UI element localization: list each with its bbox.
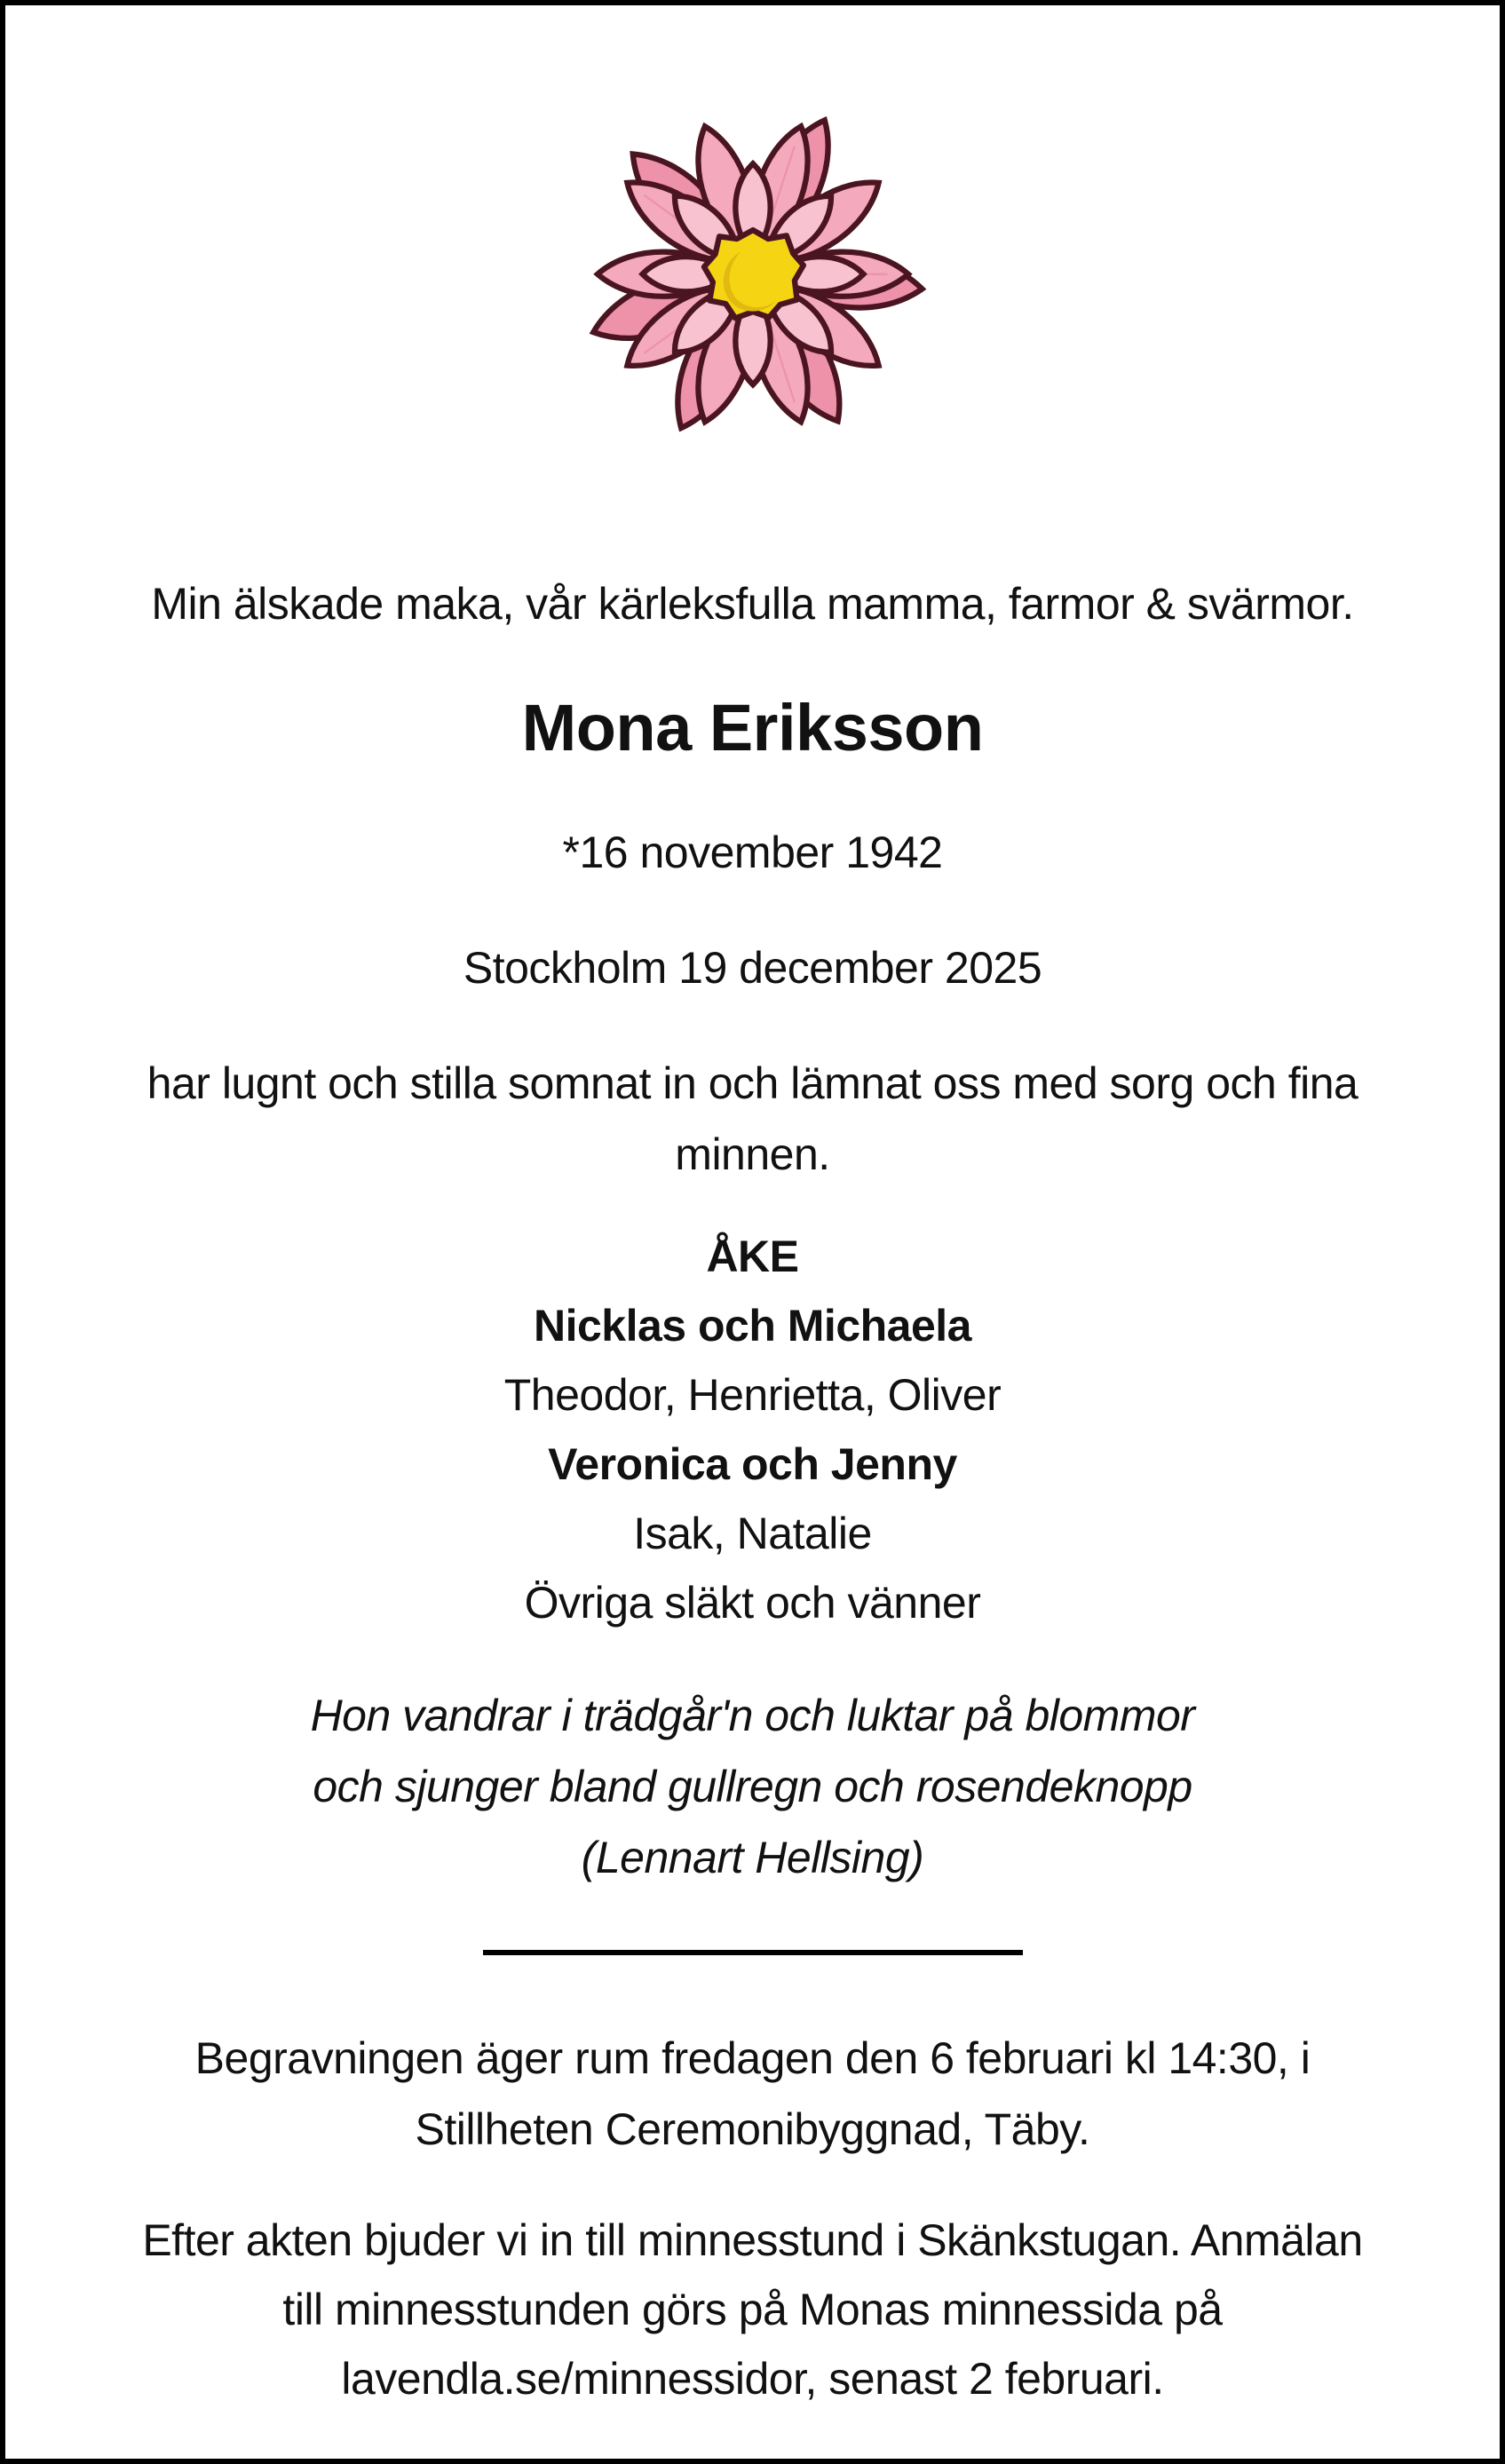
death-place-date: Stockholm 19 december 2025 [463, 943, 1042, 993]
family-member-line: ÅKE [706, 1232, 799, 1281]
section-divider [483, 1950, 1023, 1955]
message-paragraph [5, 1048, 1500, 1190]
family-member-line: Theodor, Henrietta, Oliver [503, 1370, 1002, 1420]
funeral-info-line: Begravningen äger rum fredagen den 6 februari kl 14:30, i [194, 2033, 1311, 2083]
family-member-line: Övriga släkt och vänner [524, 1578, 981, 1628]
poem-line: och sjunger bland gullregn och rosendeknopp [313, 1762, 1192, 1811]
funeral-info-paragraph [5, 2023, 1500, 2165]
deceased-name: Mona Eriksson [521, 691, 984, 765]
message-line: har lugnt och stilla somnat in och lämnat oss med sorg och fina [147, 1058, 1358, 1108]
funeral-info-line: Stillheten Ceremonibyggnad, Täby. [415, 2104, 1090, 2154]
pink-dahlia-icon [575, 67, 931, 476]
poem-block [5, 1680, 1500, 1893]
family-names-block [5, 1222, 1500, 1637]
reception-info-line: lavendla.se/minnessidor, senast 2 februari. [341, 2354, 1164, 2404]
reception-info-line: Efter akten bjuder vi in till minnesstund i Skänkstugan. Anmälan [142, 2215, 1363, 2265]
family-member-line: Nicklas och Michaela [533, 1301, 971, 1351]
family-member-line: Veronica och Jenny [548, 1439, 957, 1489]
poem-line: Hon vandrar i trädgår'n och luktar på blommor [310, 1691, 1195, 1740]
flower-illustration [575, 67, 931, 476]
birth-date: *16 november 1942 [562, 828, 943, 877]
message-line: minnen. [675, 1129, 830, 1179]
poem-attribution: (Lennart Hellsing) [581, 1833, 924, 1882]
family-member-line: Isak, Natalie [633, 1509, 872, 1558]
reception-info-line: till minnesstunden görs på Monas minnessida på [282, 2285, 1223, 2334]
reception-info-paragraph [5, 2206, 1500, 2413]
intro-line: Min älskade maka, vår kärleksfulla mamma, farmor & svärmor. [151, 579, 1354, 629]
